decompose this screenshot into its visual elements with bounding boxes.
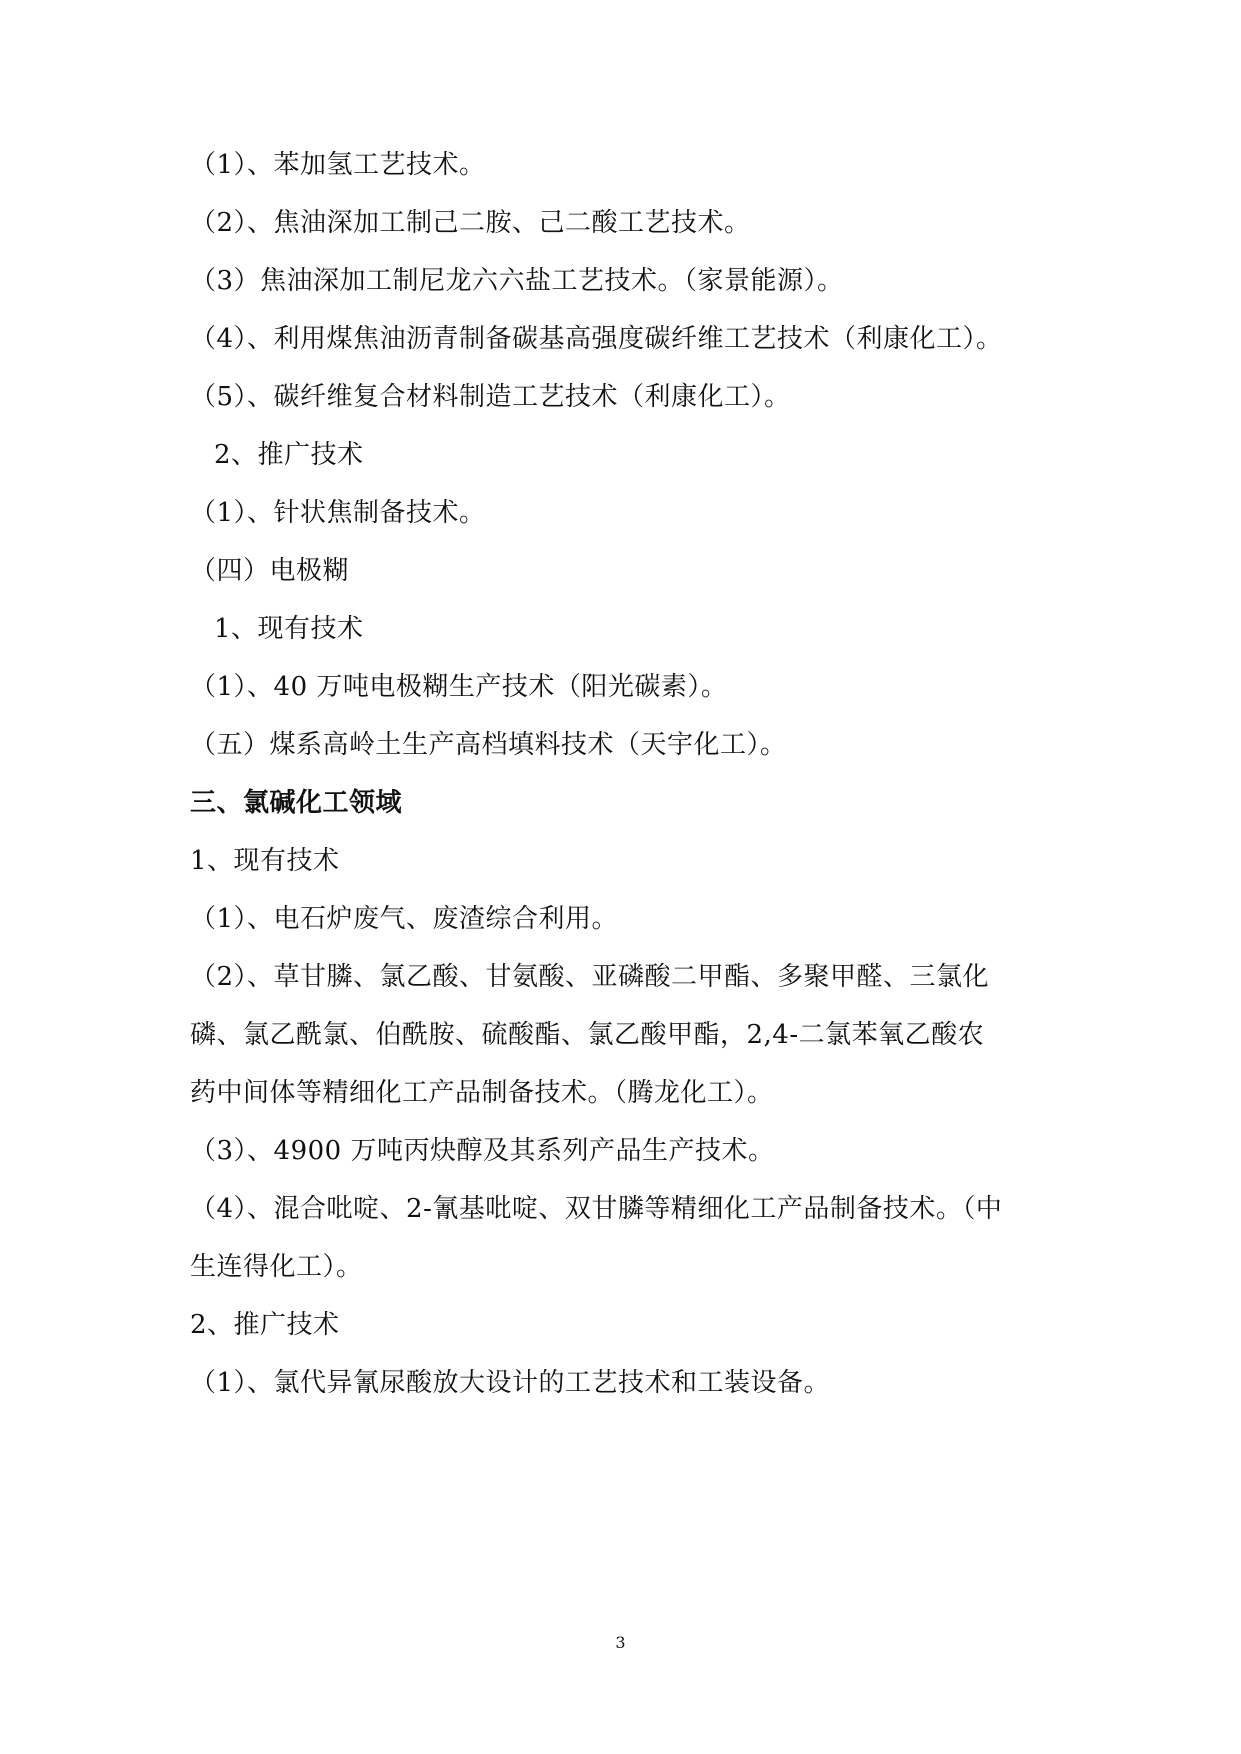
list-item-carbide-furnace: （1）、电石炉废气、废渣综合利用。 bbox=[190, 904, 619, 934]
list-item-glyphosate-line1: （2）、草甘膦、氯乙酸、甘氨酸、亚磷酸二甲酯、多聚甲醛、三氯化 bbox=[190, 962, 990, 992]
list-item-pyridine-line1: （4）、混合吡啶、2-氰基吡啶、双甘膦等精细化工产品制备技术。（中 bbox=[190, 1194, 1003, 1224]
section-heading-electrode-paste: （四）电极糊 bbox=[190, 556, 350, 586]
list-item-tar-adipic: （2）、焦油深加工制己二胺、己二酸工艺技术。 bbox=[190, 208, 751, 238]
list-item-pyridine-line2: 生连得化工）。 bbox=[190, 1252, 363, 1282]
chapter-heading-chlor-alkali: 三、氯碱化工领域 bbox=[190, 788, 403, 818]
list-item-glyphosate-line3: 药中间体等精细化工产品制备技术。（腾龙化工）。 bbox=[190, 1078, 774, 1108]
section-heading-kaolin: （五）煤系高岭土生产高档填料技术（天宇化工）。 bbox=[190, 730, 787, 760]
page-number: 3 bbox=[615, 1633, 626, 1652]
list-item-tar-nylon-salt: （3）焦油深加工制尼龙六六盐工艺技术。（家景能源）。 bbox=[190, 266, 844, 296]
list-item-chloroisocyanuric: （1）、氯代异氰尿酸放大设计的工艺技术和工装设备。 bbox=[190, 1368, 831, 1398]
subheading-promoted-tech-2: 2、推广技术 bbox=[190, 1310, 340, 1340]
list-item-carbon-fiber-pitch: （4）、利用煤焦油沥青制备碳基高强度碳纤维工艺技术（利康化工）。 bbox=[190, 324, 1003, 354]
list-item-needle-coke: （1）、针状焦制备技术。 bbox=[190, 498, 486, 528]
subheading-existing-tech-2: 1、现有技术 bbox=[190, 846, 340, 876]
list-item-benzene-hydrogenation: （1）、苯加氢工艺技术。 bbox=[190, 150, 486, 180]
subheading-existing-tech-1: 1、现有技术 bbox=[214, 614, 364, 644]
list-item-carbon-fiber-composite: （5）、碳纤维复合材料制造工艺技术（利康化工）。 bbox=[190, 382, 791, 412]
list-item-propargyl-alcohol: （3）、4900 万吨丙炔醇及其系列产品生产技术。 bbox=[190, 1136, 775, 1166]
list-item-glyphosate-line2: 磷、氯乙酰氯、伯酰胺、硫酸酯、氯乙酸甲酯，2,4-二氯苯氧乙酸农 bbox=[190, 1020, 985, 1050]
list-item-electrode-paste-production: （1）、40 万吨电极糊生产技术（阳光碳素）。 bbox=[190, 672, 728, 702]
subheading-promoted-tech-1: 2、推广技术 bbox=[214, 440, 364, 470]
